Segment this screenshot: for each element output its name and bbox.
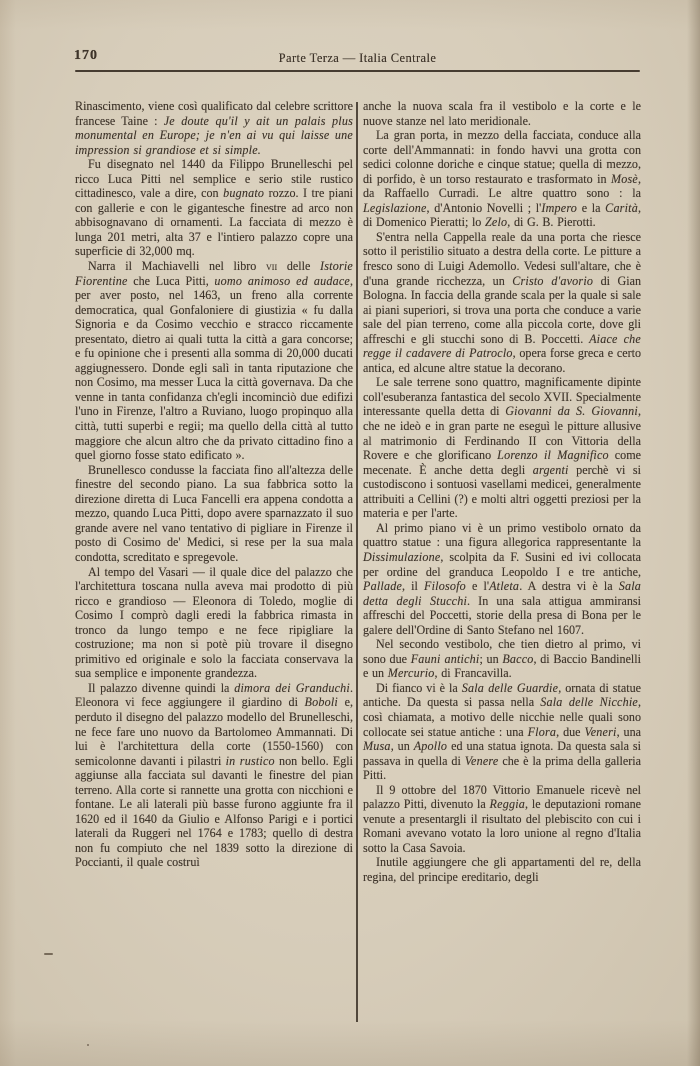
body-text: che è la prima della galleria Pitti. — [363, 753, 641, 783]
emphasized-text: Sala detta degli Stucchi — [363, 579, 642, 608]
emphasized-text: Sala delle Guardie — [461, 680, 559, 695]
body-text: che Luca Pitti, — [127, 273, 215, 288]
emphasized-text: Musa — [363, 739, 391, 754]
emphasized-text: uomo animoso ed audace — [214, 273, 350, 288]
body-text: , così chiamata, a motivo delle nicchie nelle quali sono collocate sei statue antiche : una — [363, 695, 641, 739]
emphasized-text: Impero — [541, 200, 578, 215]
emphasized-text: Filosofo — [424, 579, 466, 594]
emphasized-text: Venere — [464, 753, 499, 768]
body-text: , ornata di statue antiche. Da questa si passa nella — [363, 680, 641, 710]
emphasized-text: Giovanni da S. Giovanni — [505, 404, 638, 419]
body-text: delle — [277, 259, 321, 274]
body-text: non bello. Egli aggiunse alla facciata sul davanti le finestre del pian terreno. Alla corte si rannette una grotta con nicchioni e fontane. Le ali laterali più basse furono aggiunte fra il 1620 ed il 1640 da Giulio e Alfonso Parigi e i portici laterali da Ruggeri nel 1764 e 1783; quello di destra non fu compiuto che nel 1839 sotto la direzione di Poccianti, il quale costruì — [75, 753, 353, 870]
emphasized-text: Fauni antichi — [410, 651, 480, 666]
body-text: , un — [390, 739, 414, 754]
body-text: , da Raffaello Curradi. Le altre quattro sono : la — [363, 171, 641, 201]
emphasized-text: dimora dei Granduchi — [234, 680, 350, 695]
body-text: S'entra nella Cappella reale da una porta che riesce sotto il peristilio situato a destra della corte. Le pitture a fresco sono di Luigi Ademollo. Vedesi sull'altare, che è d'una grande ricchezza, un — [363, 229, 641, 288]
body-text: La gran porta, in mezzo della facciata, conduce alla corte dell'Ammannati: in fondo havvi una grotta con sedici colonne doriche e cinque statue; quella di mezzo, di porfido, è un torso restaurato e trasformato in — [363, 128, 641, 186]
body-text: e l' — [465, 579, 490, 594]
emphasized-text: Carità — [605, 200, 638, 215]
text-column-right — [363, 99, 641, 885]
running-head: Parte Terza — Italia Centrale — [278, 51, 437, 65]
body-text: , due — [556, 724, 585, 739]
body-text: , d'Antonio Novelli ; l' — [426, 200, 542, 215]
paragraph — [363, 637, 641, 681]
emphasized-text: Bacco — [502, 651, 534, 666]
scan-artifact-dash — [44, 953, 53, 955]
body-text: , scolpita da F. Susini ed ivi collocata per ordine del granduca Leopoldo I e tre antiche, — [363, 549, 641, 579]
body-text: vii — [266, 259, 278, 274]
body-text: Il 9 ottobre del 1870 Vittorio Emanuele ricevè nel palazzo Pitti, divenuto la — [363, 782, 641, 812]
body-text: , le deputazioni romane venute a presentargli il risultato del plebiscito con cui i Romani avevano votato la loro unione al regno d'Italia sotto la Casa Savoia. — [363, 797, 641, 855]
paragraph — [363, 230, 641, 375]
header-rule — [75, 70, 640, 72]
paragraph — [75, 681, 353, 870]
paragraph — [75, 565, 353, 681]
paragraph — [363, 128, 641, 230]
body-text: Nel secondo vestibolo, che tien dietro al primo, vi sono due — [363, 637, 641, 666]
emphasized-text: Cristo d'avorio — [512, 273, 594, 288]
paragraph — [75, 463, 353, 565]
emphasized-text: Legislazione — [363, 200, 427, 215]
paragraph — [75, 99, 353, 157]
body-text: , di Francavilla. — [434, 666, 512, 681]
emphasized-text: argenti — [532, 462, 569, 477]
body-text: Di fianco vi è la — [376, 680, 462, 695]
body-text: , una — [616, 724, 642, 739]
body-text: . A destra vi è la — [519, 579, 619, 594]
body-text: Le sale terrene sono quattro, magnificamente dipinte coll'esuberanza fantastica del secolo XVII. Specialmente interessante quella detta di — [363, 375, 641, 419]
body-text: rozzo. I tre piani con gallerie e con le gigantesche finestre ad arco non abbisognavano di ornamenti. La facciata di mezzo è lunga 201 metri, alta 37 e l'intiero palazzo copre una superficie di 32,000 mq. — [75, 186, 353, 259]
body-text: come mecenate. È anche detta degli — [363, 448, 641, 477]
emphasized-text: Sala delle Nicchie — [540, 695, 638, 710]
paragraph — [75, 157, 353, 259]
body-text: Fu disegnato nel 1440 da Filippo Brunelleschi pel ricco Luca Pitti nel semplice e serio stile rustico cittadinesco, vale a dire, con — [75, 157, 353, 201]
body-text: di Gian Bologna. In faccia della grande scala per la quale si sale ai piani superiori, si trova una porta che conduce a varie sale del pian terreno, come alla piccola corte, dove gli affreschi e gli stucchi sono di B. Poccetti. — [363, 273, 641, 346]
body-text: , di Baccio Bandinelli e un — [363, 651, 642, 681]
paragraph — [363, 783, 641, 856]
emphasized-text: Lorenzo il Magnifico — [497, 448, 609, 463]
body-text: , opera forse greca e certo antica, ed alcune altre statue la decorano. — [363, 346, 642, 375]
emphasized-text: Zelo — [484, 215, 508, 230]
body-text: Brunellesco condusse la facciata fino all'altezza delle finestre del secondo piano. La sua fabbrica sotto la direzione diretta di Luca Fancelli era appena condotta a mezzo, quando Luca Pitti, dopo avere sparnazzato il suo grande avere nel vano tentativo di pigliare in Firenze il posto di Cosimo de' Medici, si rese per la sua mala condotta, screditato e spregevole. — [75, 462, 353, 564]
body-text: e la — [577, 200, 606, 215]
scan-artifact-dot — [87, 1044, 89, 1046]
body-text: Al primo piano vi è un primo vestibolo ornato da quattro statue : una figura allegorica rappresentante la — [363, 520, 641, 550]
paragraph — [75, 259, 353, 463]
paragraph — [363, 521, 641, 637]
page-number: 170 — [74, 48, 98, 63]
body-text: , di Domenico Pieratti; lo — [363, 200, 641, 230]
body-text: ed una statua ignota. Da questa sala si passava in quella di — [363, 739, 641, 768]
emphasized-text: Je doute qu'il y ait un palais plus monumental en Europe; je n'en ai vu qui laisse une impression si grandiose et si simple. — [75, 113, 353, 157]
body-text: e, perduto il disegno del palazzo modello del Brunelleschi, ne fece fare uno nuovo da Bartolomeo Ammannati. Di lui è l'architettura della corte (1550-1560) con semicolonne davanti i pilastri — [75, 695, 353, 768]
body-text: Rinascimento, viene così qualificato dal celebre scrittore francese Taine : — [75, 99, 353, 128]
body-text: anche la nuova scala fra il vestibolo e la corte e le nuove stanze nel lato meridionale. — [363, 99, 641, 128]
emphasized-text: Boboli — [304, 695, 338, 710]
emphasized-text: Flora — [527, 724, 557, 739]
column-divider — [356, 102, 358, 1022]
emphasized-text: Apollo — [413, 739, 448, 754]
emphasized-text: Mercurio — [387, 666, 435, 681]
body-text: , il — [402, 579, 425, 594]
body-text: Il palazzo divenne quindi la — [88, 680, 235, 695]
emphasized-text: Reggia — [489, 797, 526, 812]
paragraph — [363, 681, 641, 783]
body-text: . In una sala attigua ammiransi affreschi del Poccetti, storie della presa di Bona per le galere dell'Ordine di Santo Stefano nel 1607. — [363, 593, 641, 637]
text-column-left — [75, 99, 353, 870]
emphasized-text: Aiace che regge il cadavere di Patroclo — [363, 331, 641, 361]
emphasized-text: in rustico — [225, 753, 275, 768]
body-text: ; un — [479, 651, 503, 666]
emphasized-text: Veneri — [584, 724, 617, 739]
body-text: perchè vi si custodiscono i sontuosi vasellami medicei, generalmente attribuiti a Cellini (?) e molti altri oggetti preziosi per la materia e per l'arte. — [363, 462, 641, 521]
emphasized-text: Istorie Fiorentine — [75, 259, 353, 288]
emphasized-text: Dissimulazione — [363, 549, 441, 564]
emphasized-text: Atleta — [489, 579, 520, 594]
body-text: . Eleonora vi fece aggiungere il giardino di — [75, 680, 353, 710]
emphasized-text: Pallade — [363, 579, 403, 594]
body-text: , di G. B. Pierotti. — [507, 215, 596, 230]
emphasized-text: bugnato — [223, 186, 265, 201]
body-text: Inutile aggiungere che gli appartamenti del re, della regina, del principe ereditario, degli — [363, 855, 641, 884]
body-text: , per aver posto, nel 1463, un freno alla corrente democratica, qual Gonfaloniere di giustizia « fu dalla Signoria e da Cosimo vecchio e stracco riccamente presentato, dietro ai quali tutta la città a gara concorse; e fu opinione che i presenti alla somma di 20,000 ducati aggiugnessero. Donde egli salì in tanta riputazione che non Cosimo, ma messer Luca la città governava. Da che venne in tanta confidanza ch'egli incominciò due edifizi l'uno in Firenze, l'altro a Ruviano, luogo propinquo alla città, tutti superbi e regii; ma quello della città al tutto maggiore che alcun altro che da privato cittadino fino a quel giorno fosse stato edificato ». — [75, 273, 353, 463]
emphasized-text: Mosè — [610, 171, 638, 186]
paragraph — [363, 375, 641, 520]
paragraph — [363, 855, 641, 884]
body-text: Narra il Machiavelli nel libro — [88, 259, 267, 274]
body-text: , che ne ideò e in gran parte ne eseguì le pitture allusive al matrimonio di Ferdinando II con Vittoria della Rovere e che glorificano — [363, 404, 642, 463]
paragraph — [363, 99, 641, 128]
body-text: Al tempo del Vasari — il quale dice del palazzo che l'architettura toscana nulla aveva mai prodotto di più ricco e grandioso — Eleonora di Toledo, moglie di Cosimo I comprò dagli eredi la fabbrica rimasta in tronco da lungo tempo e ne fece ripigliare la costruzione; ma non si potè più trovare il disegno primitivo ed originale e solo la facciata conservava la sua semplice e imponente grandezza. — [75, 564, 353, 681]
